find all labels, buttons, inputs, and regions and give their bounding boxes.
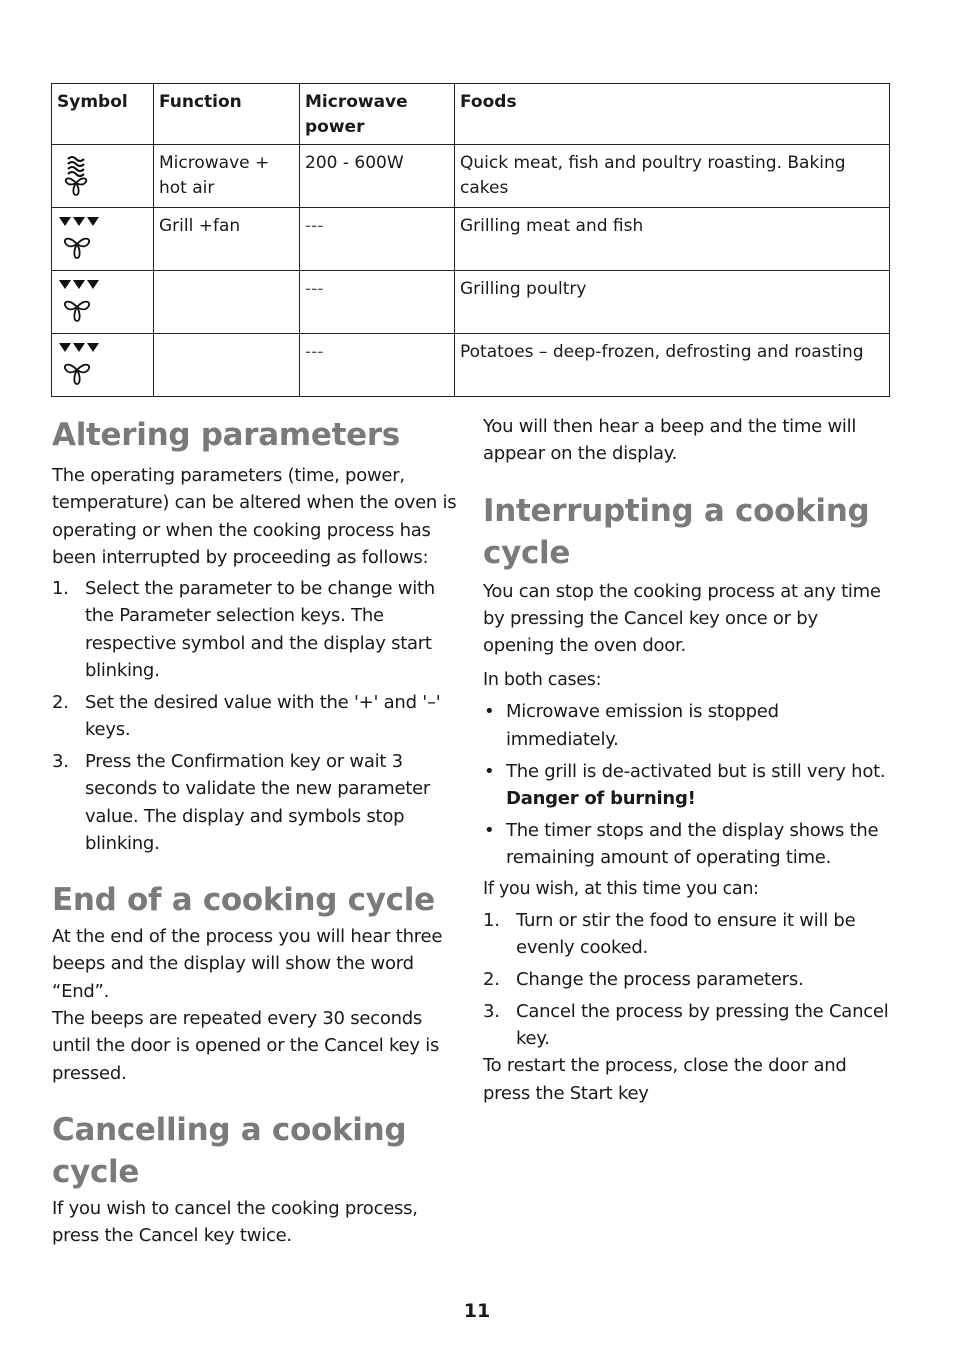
list-item — [52, 748, 460, 857]
function-cell: Grill +fan — [154, 208, 300, 271]
end-of-cycle-paragraph-1: At the end of the process you will hear three beeps and the display will show the word “End”. — [52, 926, 443, 1002]
bullet-text: The grill is de-activated but is still very hot. — [506, 760, 886, 782]
step-text: Cancel the process by pressing the Cancel key. — [516, 1000, 889, 1049]
header-foods: Foods — [455, 84, 890, 145]
step-number: 2. — [483, 968, 500, 990]
header-function: Function — [154, 84, 300, 145]
end-of-cycle-paragraph-2: The beeps are repeated every 30 seconds until the door is opened or the Cancel key is pressed. — [52, 1008, 440, 1084]
list-item — [483, 758, 893, 813]
end-of-cycle-section — [52, 879, 460, 1087]
power-cell: --- — [300, 271, 455, 334]
bullet: • — [484, 701, 495, 723]
step-text: Press the Confirmation key or wait 3 seconds to validate the new parameter value. The display and symbols stop blinking. — [85, 750, 431, 854]
cancelling-cycle-section — [52, 1109, 460, 1250]
step-text: Turn or stir the food to ensure it will be evenly cooked. — [516, 909, 856, 959]
header-microwave-power: Microwave power — [300, 84, 455, 145]
left-column — [52, 408, 460, 1250]
cancelling-cycle-heading: Cancelling a cooking cycle — [52, 1111, 407, 1190]
list-item — [483, 698, 893, 753]
altering-intro: The operating parameters (time, power, temperature) can be altered when the oven is operating or when the cooking process has been interrupted by proceeding as follows: — [52, 465, 457, 568]
options-list — [483, 907, 893, 1052]
symbol-cell — [52, 145, 154, 208]
bullet-text: Microwave emission is stopped immediately. — [506, 701, 779, 750]
altering-steps — [52, 575, 460, 857]
function-cell — [154, 334, 300, 397]
foods-cell: Grilling poultry — [455, 271, 890, 334]
step-number: 3. — [483, 1000, 500, 1022]
list-item — [483, 907, 893, 962]
power-cell: --- — [300, 334, 455, 397]
beep-paragraph: You will then hear a beep and the time will appear on the display. — [483, 416, 857, 465]
table-header-row — [52, 84, 890, 145]
table-row — [52, 145, 890, 208]
function-cell: Microwave + hot air — [154, 145, 300, 208]
microwave-hot-air-icon — [57, 151, 91, 197]
table-row — [52, 208, 890, 271]
bullet-text: The timer stops and the display shows the remaining amount of operating time. — [506, 819, 879, 868]
step-text: Change the process parameters. — [516, 968, 804, 990]
interrupting-cycle-text: You can stop the cooking process at any time by pressing the Cancel key once or by opening the oven door. — [483, 580, 881, 657]
foods-cell: Quick meat, fish and poultry roasting. Baking cakes — [455, 145, 890, 208]
functions-table — [51, 83, 890, 397]
power-cell: --- — [300, 208, 455, 271]
cancelling-cycle-text: If you wish to cancel the cooking process, press the Cancel key twice. — [52, 1197, 418, 1247]
step-number: 2. — [52, 691, 69, 713]
page-number: 11 — [463, 1300, 491, 1322]
step-number: 3. — [52, 750, 69, 772]
symbol-cell — [52, 271, 154, 334]
grill-fan-icon — [57, 277, 103, 323]
both-cases-list — [483, 698, 893, 871]
list-item — [483, 966, 893, 993]
step-number: 1. — [52, 578, 69, 600]
table-row — [52, 271, 890, 334]
both-cases-heading: In both cases: — [483, 670, 602, 691]
step-number: 1. — [483, 909, 500, 931]
foods-cell: Potatoes – deep-frozen, defrosting and roasting — [455, 334, 890, 397]
restart-paragraph: To restart the process, close the door and press the Start key — [483, 1055, 847, 1104]
step-text: Set the desired value with the '+' and '–' keys. — [85, 691, 441, 741]
list-item — [52, 575, 460, 684]
end-of-cycle-heading: End of a cooking cycle — [52, 882, 435, 919]
bullet: • — [484, 760, 495, 782]
interrupting-cycle-heading: Interrupting a cooking cycle — [483, 492, 870, 571]
power-cell: 200 - 600W — [300, 145, 455, 208]
right-column — [483, 413, 893, 1107]
interrupting-cycle-section — [483, 490, 893, 1107]
grill-fan-icon — [57, 340, 103, 386]
grill-fan-icon — [57, 214, 103, 260]
function-cell — [154, 271, 300, 334]
altering-parameters-heading: Altering parameters — [52, 417, 400, 453]
list-item — [483, 817, 893, 872]
options-heading: If you wish, at this time you can: — [483, 878, 759, 899]
bullet: • — [484, 819, 495, 841]
list-item — [483, 998, 893, 1053]
table-row — [52, 334, 890, 397]
list-item — [52, 689, 460, 744]
symbol-cell — [52, 334, 154, 397]
foods-cell: Grilling meat and fish — [455, 208, 890, 271]
header-symbol: Symbol — [52, 84, 154, 145]
symbol-cell — [52, 208, 154, 271]
step-text: Select the parameter to be change with the Parameter selection keys. The respective symbol and the display start blinking. — [85, 578, 435, 682]
altering-parameters-section — [52, 414, 460, 857]
burn-warning: Danger of burning! — [506, 787, 696, 809]
